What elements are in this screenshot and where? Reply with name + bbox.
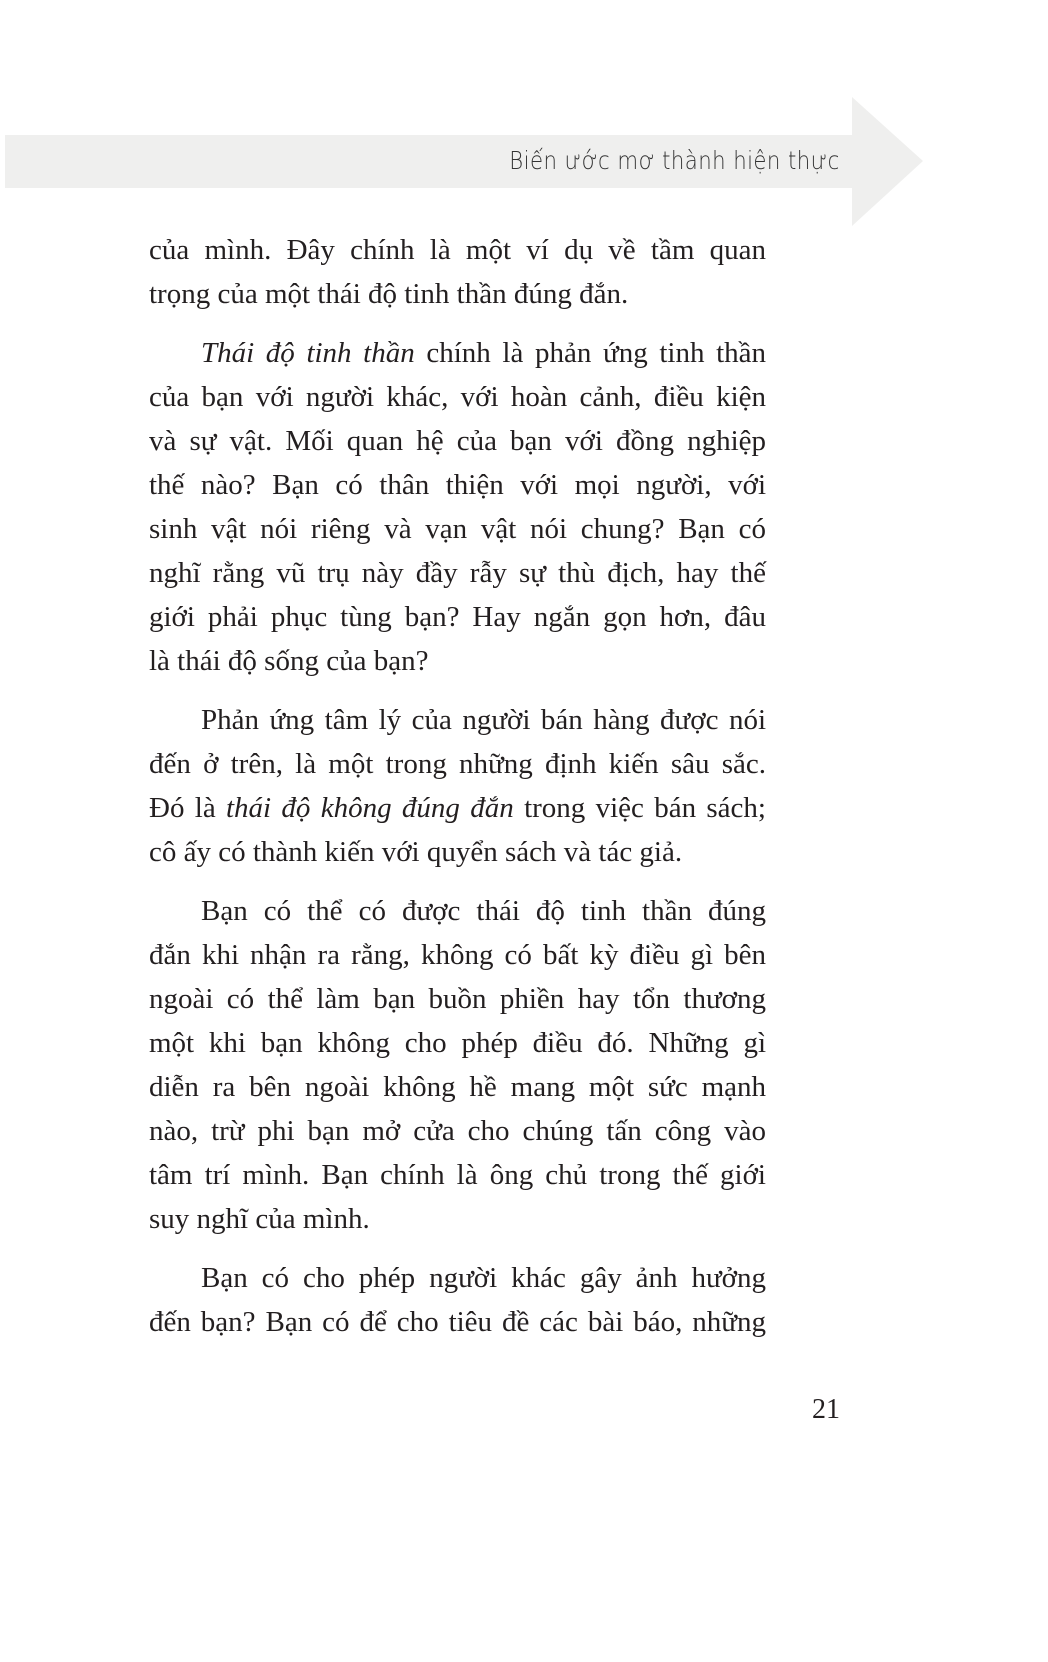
text-segment: của mình. Đây chính là một ví dụ về tầm quan [149, 234, 766, 266]
text-line [149, 786, 766, 830]
text-line [149, 639, 766, 683]
text-line [149, 1021, 766, 1065]
text-segment: trong việc bán sách; [513, 792, 766, 824]
text-segment: Đó là [149, 792, 226, 824]
text-segment: giới phải phục tùng bạn? Hay ngắn gọn hơn, đâu [149, 601, 766, 633]
paragraph [149, 889, 766, 1241]
text-line [149, 1109, 766, 1153]
text-segment: tâm trí mình. Bạn chính là ông chủ trong thế giới [149, 1159, 766, 1191]
text-line [149, 463, 766, 507]
text-segment: ngoài có thể làm bạn buồn phiền hay tổn thương [149, 983, 766, 1015]
text-segment: sinh vật nói riêng và vạn vật nói chung? Bạn có [149, 513, 766, 545]
text-line [149, 228, 766, 272]
page-number: 21 [812, 1394, 840, 1425]
italic-text: Thái độ tinh thần [201, 337, 415, 369]
text-line [149, 889, 766, 933]
text-line [149, 698, 766, 742]
text-segment: chính là phản ứng tinh thần [414, 337, 767, 369]
running-title: Biến ước mơ thành hiện thực [509, 146, 840, 175]
text-segment: nào, trừ phi bạn mở cửa cho chúng tấn công vào [149, 1115, 766, 1147]
text-line [149, 742, 766, 786]
text-line [149, 507, 766, 551]
text-line [149, 1153, 766, 1197]
text-line [149, 419, 766, 463]
text-line [149, 375, 766, 419]
text-segment: và sự vật. Mối quan hệ của bạn với đồng nghiệp [149, 425, 766, 457]
text-line [149, 272, 766, 316]
text-line [149, 1197, 766, 1241]
text-line [149, 1065, 766, 1109]
text-segment: diễn ra bên ngoài không hề mang một sức mạnh [149, 1071, 766, 1103]
text-segment: đắn khi nhận ra rằng, không có bất kỳ điều gì bên [149, 939, 766, 971]
text-line [149, 830, 766, 874]
text-line [149, 331, 766, 375]
header-arrow-icon [852, 97, 923, 226]
text-segment: thế nào? Bạn có thân thiện với mọi người, với [149, 469, 766, 501]
text-segment: là thái độ sống của bạn? [149, 645, 429, 677]
body-text [149, 228, 766, 1359]
text-segment: đến ở trên, là một trong những định kiến sâu sắc. [149, 748, 766, 780]
text-segment: Phản ứng tâm lý của người bán hàng được nói [201, 704, 766, 736]
paragraph [149, 1256, 766, 1344]
paragraph [149, 228, 766, 316]
text-segment: suy nghĩ của mình. [149, 1203, 370, 1235]
italic-text: thái độ không đúng đắn [226, 792, 514, 824]
text-segment: Bạn có thể có được thái độ tinh thần đúng [201, 895, 766, 927]
text-segment: đến bạn? Bạn có để cho tiêu đề các bài báo, những [149, 1306, 766, 1338]
text-segment: một khi bạn không cho phép điều đó. Những gì [149, 1027, 766, 1059]
text-segment: Bạn có cho phép người khác gây ảnh hưởng [201, 1262, 766, 1294]
text-segment: trọng của một thái độ tinh thần đúng đắn. [149, 278, 629, 310]
text-line [149, 595, 766, 639]
text-line [149, 551, 766, 595]
text-line [149, 977, 766, 1021]
text-segment: nghĩ rằng vũ trụ này đầy rẫy sự thù địch, hay thế [149, 557, 766, 589]
text-segment: cô ấy có thành kiến với quyển sách và tác giả. [149, 836, 683, 868]
text-line [149, 1300, 766, 1344]
text-line [149, 1256, 766, 1300]
paragraph [149, 698, 766, 874]
paragraph [149, 331, 766, 683]
text-line [149, 933, 766, 977]
text-segment: của bạn với người khác, với hoàn cảnh, điều kiện [149, 381, 766, 413]
